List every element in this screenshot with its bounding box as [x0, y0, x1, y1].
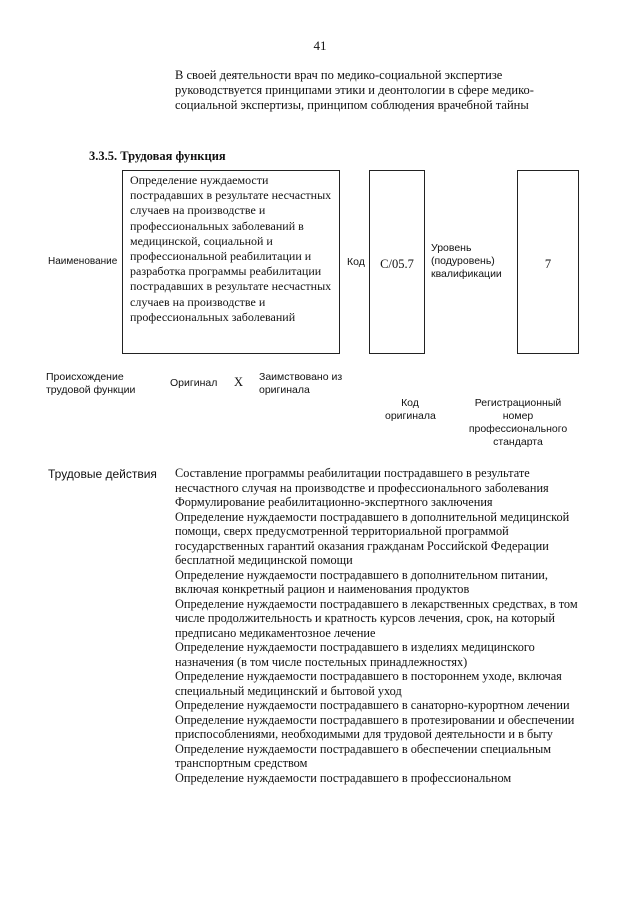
list-item: Определение нуждаемости пострадавшего в постороннем уходе, включая специальный медицинский и бытовой уход	[175, 669, 562, 698]
list-item: Определение нуждаемости пострадавшего в дополнительной медицинской помощи, сверх предусмотренной территориальной программой государственных гарантий оказания гражданам Российской Федерации бесплатной медицинской помощи	[175, 509, 570, 567]
list-item: Формулирование реабилитационно-экспертного заключения	[175, 495, 493, 509]
code-label: Код	[347, 256, 365, 268]
list-item: Определение нуждаемости пострадавшего в лекарственных средствах, в том числе продолжительность и кратность курсов лечения, срок, на который предписано медикаментозное лечение	[175, 596, 578, 640]
list-item: Составление программы реабилитации пострадавшего в результате несчастного случая на производстве и профессионального заболевания	[175, 466, 549, 495]
list-item: Определение нуждаемости пострадавшего в изделиях медицинского назначения (в том числе постельных принадлежностях)	[175, 640, 535, 669]
original-mark: X	[234, 375, 244, 389]
qualification-level-value: 7	[544, 257, 552, 271]
level-box	[517, 170, 579, 354]
code-value: C/05.7	[380, 257, 414, 271]
qualification-level-label: Уровень (подуровень) квалификации	[431, 242, 502, 280]
code-original-label: Код оригинала	[385, 397, 436, 422]
code-box	[369, 170, 425, 354]
origin-label: Происхождение трудовой функции	[46, 371, 136, 396]
list-item: Определение нуждаемости пострадавшего в профессиональном	[175, 770, 512, 785]
list-item: Определение нуждаемости пострадавшего в протезировании и обеспечении приспособлениями, необходимыми для трудовой деятельности и в быту	[175, 712, 575, 741]
list-item: Определение нуждаемости пострадавшего в обеспечении специальным транспортным средством	[175, 741, 552, 770]
page-number: 41	[313, 38, 327, 53]
borrowed-label: Заимствовано из оригинала	[259, 371, 343, 396]
original-label: Оригинал	[170, 377, 218, 389]
name-label: Наименование	[48, 256, 118, 267]
actions-label: Трудовые действия	[48, 467, 157, 481]
function-name-box	[122, 170, 340, 354]
section-title: 3.3.5. Трудовая функция	[89, 149, 226, 163]
registration-number-label: Регистрационный номер профессионального стандарта	[468, 397, 568, 448]
list-item: Определение нуждаемости пострадавшего в санаторно-курортном лечении	[175, 698, 570, 712]
intro-paragraph: В своей деятельности врач по медико-социальной экспертизе руководствуется принципами этики и деонтологии в сфере медико-социальной экспертизы, принципом соблюдения врачебной тайны	[175, 68, 534, 112]
actions-list	[175, 466, 585, 785]
function-name-value: Определение нуждаемости пострадавших в результате несчастных случаев на производстве и профессиональных заболеваний в медицинской, социальной и профессиональной реабилитации и разработка программы реабилитации пострадавших в результате несчастных случаев на производстве и профессиональных заболеваний	[130, 173, 332, 324]
list-item: Определение нуждаемости пострадавшего в дополнительном питании, включая конкретный рацион и наименования продуктов	[175, 567, 548, 596]
